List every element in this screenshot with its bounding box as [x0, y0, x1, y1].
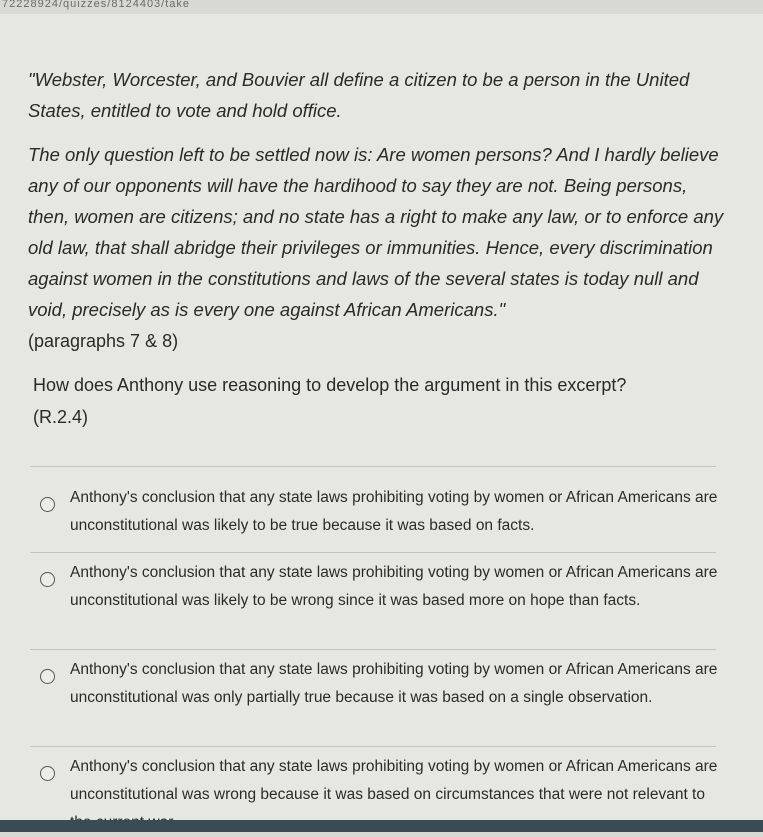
quiz-page	[0, 14, 763, 820]
divider	[30, 649, 716, 650]
answer-options	[40, 484, 720, 837]
browser-url-fragment: 72228924/quizzes/8124403/take	[2, 0, 191, 10]
bottom-bar	[0, 820, 763, 832]
divider	[30, 466, 716, 467]
question-prompt	[33, 369, 713, 433]
passage-paragraph-1: "Webster, Worcester, and Bouvier all define a citizen to be a person in the United States, entitled to vote and hold office.	[28, 69, 690, 121]
radio-button-icon[interactable]	[40, 497, 55, 512]
radio-button-icon[interactable]	[40, 766, 55, 781]
passage-excerpt	[28, 64, 728, 357]
passage-paragraph-2	[28, 139, 728, 357]
answer-option-label: Anthony's conclusion that any state laws prohibiting voting by women or African Americans are unconstitutional was likely to be wrong since it was based more on hope than facts.	[70, 564, 718, 609]
answer-option-2[interactable]	[40, 559, 720, 643]
question-standard-code: (R.2.4)	[33, 407, 89, 427]
answer-option-label: Anthony's conclusion that any state laws prohibiting voting by women or African Americans are unconstitutional was wrong because it was based on circumstances that were not relevant to	[70, 758, 718, 803]
passage-paragraph-2-text: The only question left to be settled now is: Are women persons? And I hardly believe any of our opponents will have the hardihood to say they are not. Being persons, then, women are citizens; and no state has a right to make any law, or to enforce any old law, that shall abridge their privileges or immunities. Hence, every discrimination against women in the constitutions and laws of the several states is today null and void, precisely as is every one against African Americans."	[28, 144, 724, 320]
radio-button-icon[interactable]	[40, 669, 55, 684]
answer-option-label: Anthony's conclusion that any state laws prohibiting voting by women or African Americans are unconstitutional was only partially true because it was based on a single observation.	[70, 661, 718, 706]
question-text: How does Anthony use reasoning to develop the argument in this excerpt?	[33, 375, 627, 395]
divider	[30, 746, 716, 747]
passage-citation: (paragraphs 7 & 8)	[28, 331, 179, 351]
answer-option-3[interactable]	[40, 656, 720, 740]
divider	[30, 552, 716, 553]
radio-button-icon[interactable]	[40, 572, 55, 587]
answer-option-label: Anthony's conclusion that any state laws prohibiting voting by women or African Americans are unconstitutional was likely to be true because it was based on facts.	[70, 489, 718, 534]
answer-option-1[interactable]	[40, 484, 720, 544]
